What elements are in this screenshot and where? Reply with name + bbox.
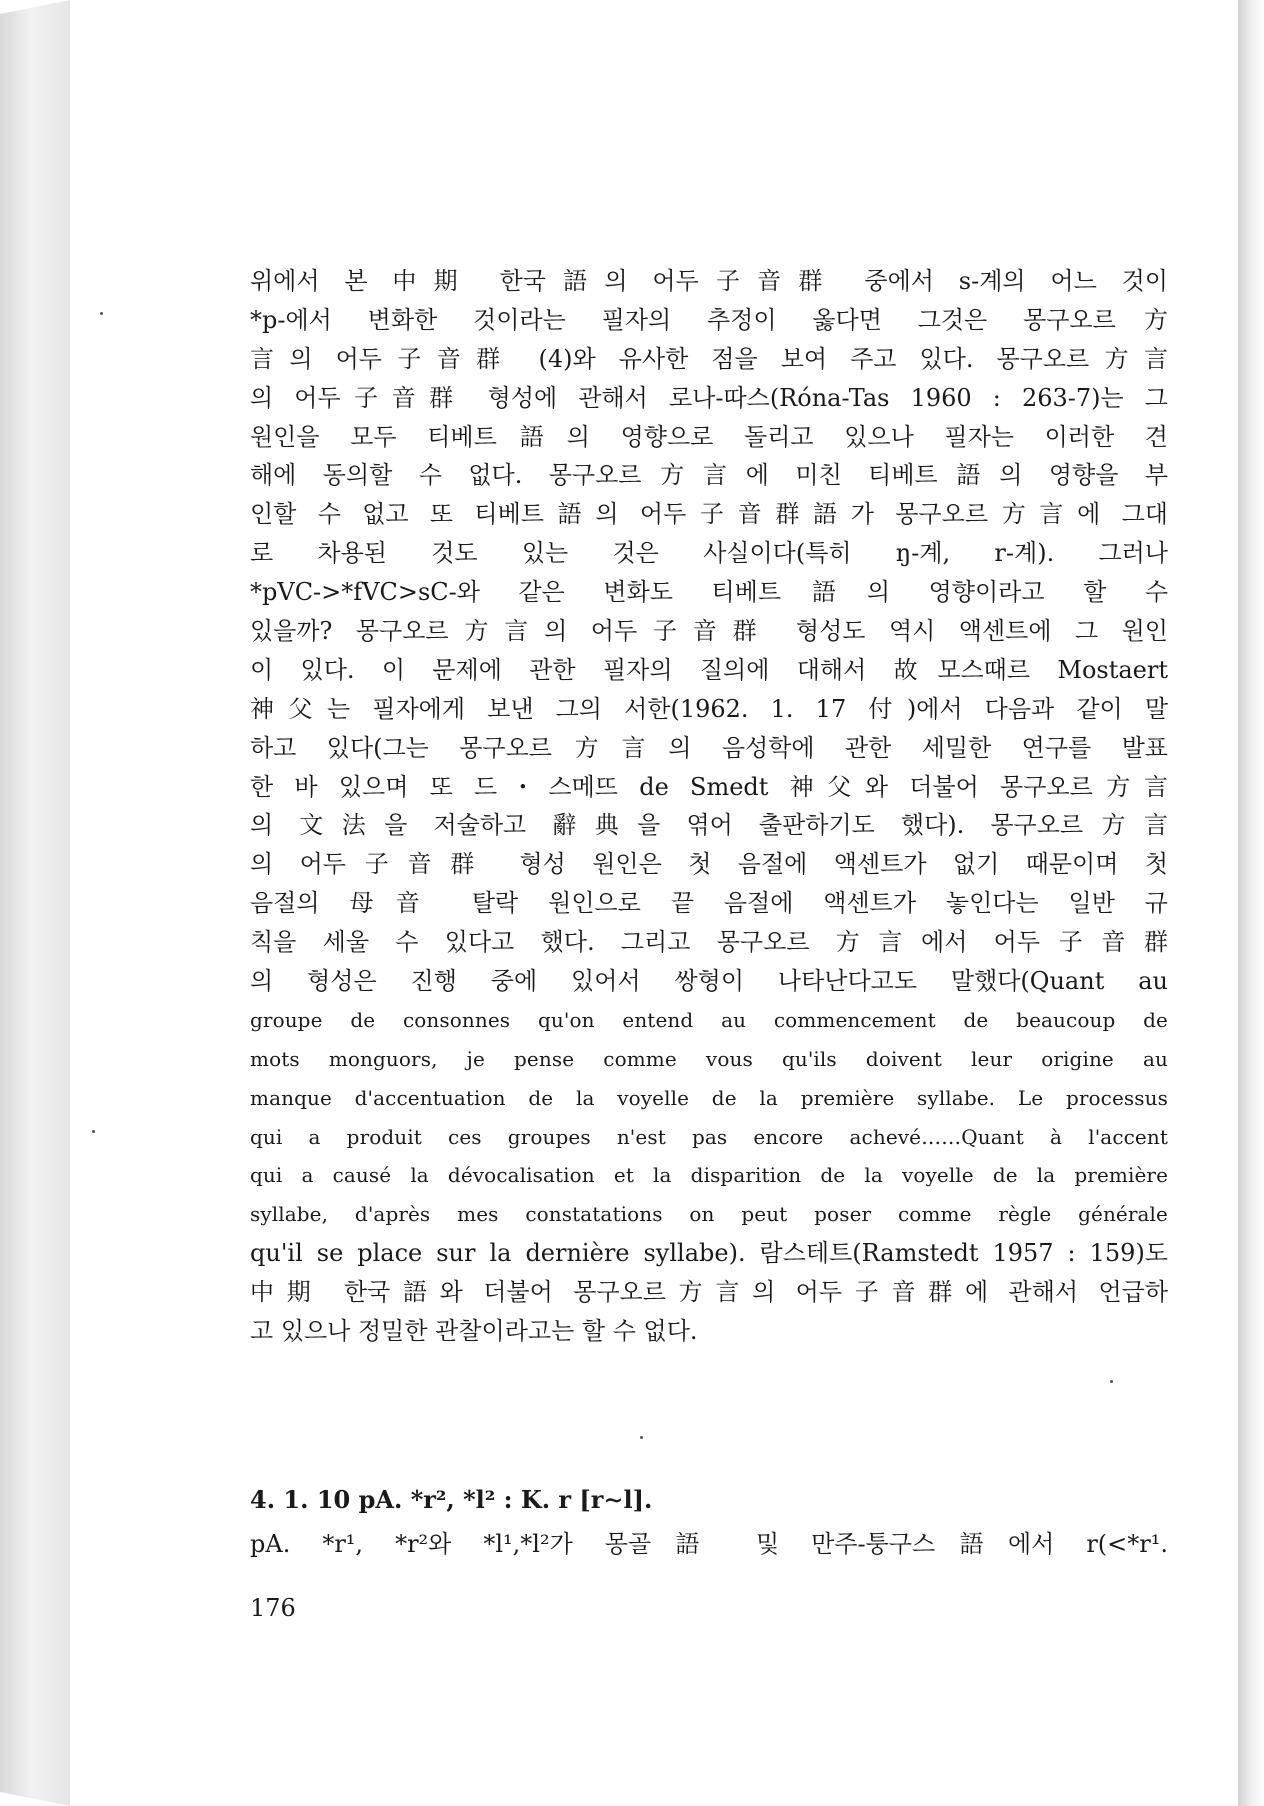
paragraph-line: 한 바 있으며 또 드・스메뜨 de Smedt 神父와 더불어 몽구오르方言 bbox=[250, 772, 1168, 801]
paragraph-line: 이 있다. 이 문제에 관한 필자의 질의에 대해서 故모스때르 Mostaert bbox=[250, 655, 1168, 684]
paragraph-line: 인할 수 없고 또 티베트語의 어두子音群語가 몽구오르方言에 그대 bbox=[250, 500, 1168, 529]
scan-speck bbox=[1110, 1380, 1113, 1383]
main-paragraph bbox=[250, 262, 1168, 1351]
paragraph-line-french: manque d'accentuation de la voyelle de la première syllabe. Le processus bbox=[250, 1085, 1168, 1110]
section-first-line: pA. *r¹, *r²와 *l¹,*l²가 몽골語 및 만주-퉁구스語에서 r(<*r¹. bbox=[250, 1530, 1168, 1558]
paragraph-line: 원인을 모두 티베트語의 영향으로 돌리고 있으나 필자는 이러한 견 bbox=[250, 422, 1168, 451]
section-heading: 4. 1. 10 pA. *r², *l² : K. r [r∼l]. bbox=[250, 1485, 653, 1514]
book-page-edge bbox=[0, 0, 71, 1806]
paragraph-line: 위에서 본 中期 한국語의 어두子音群 중에서 s-계의 어느 것이 bbox=[250, 267, 1168, 295]
paragraph-line: 로 차용된 것도 있는 것은 사실이다(특히 ŋ-계, r-계). 그러나 bbox=[250, 539, 1168, 568]
paragraph-line: 음절의 母音 탈락 원인으로 끝 음절에 액센트가 놓인다는 일반 규 bbox=[250, 889, 1168, 918]
page-shadow bbox=[1238, 0, 1264, 1806]
paragraph-line-french: qui a produit ces groupes n'est pas encore achevé……Quant à l'accent bbox=[250, 1124, 1168, 1149]
paragraph-line-french: mots monguors, je pense comme vous qu'ils doivent leur origine au bbox=[250, 1046, 1168, 1071]
paragraph-line: 言의 어두子音群 (4)와 유사한 점을 보여 주고 있다. 몽구오르方言 bbox=[250, 344, 1168, 373]
paragraph-line-french: qui a causé la dévocalisation et la disparition de la voyelle de la première bbox=[250, 1163, 1168, 1188]
paragraph-line: 칙을 세울 수 있다고 했다. 그리고 몽구오르 方言에서 어두子音群 bbox=[250, 928, 1168, 957]
page-number: 176 bbox=[250, 1594, 296, 1622]
paragraph-line-french: groupe de consonnes qu'on entend au commencement de beaucoup de bbox=[250, 1007, 1168, 1032]
paragraph-line: 해에 동의할 수 없다. 몽구오르方言에 미친 티베트語의 영향을 부 bbox=[250, 461, 1168, 490]
paragraph-line-french: syllabe, d'après mes constatations on peut poser comme règle générale bbox=[250, 1202, 1168, 1227]
paragraph-line: qu'il se place sur la dernière syllabe). 람스테트(Ramstedt 1957 : 159)도 bbox=[250, 1239, 1168, 1268]
scan-speck bbox=[100, 312, 103, 315]
paragraph-line: 하고 있다(그는 몽구오르方言의 음성학에 관한 세밀한 연구를 발표 bbox=[250, 733, 1168, 762]
paragraph-line: 中期 한국語와 더불어 몽구오르方言의 어두子音群에 관해서 언급하 bbox=[250, 1278, 1168, 1307]
paragraph-line: *p-에서 변화한 것이라는 필자의 추정이 옳다면 그것은 몽구오르方 bbox=[250, 305, 1168, 334]
paragraph-line: 神父는 필자에게 보낸 그의 서한(1962. 1. 17 付)에서 다음과 같이 말 bbox=[250, 694, 1168, 723]
paragraph-line-last: 고 있으나 정밀한 관찰이라고는 할 수 없다. bbox=[250, 1317, 698, 1346]
paragraph-line: 의 형성은 진행 중에 있어서 쌍형이 나타난다고도 말했다(Quant au bbox=[250, 967, 1168, 996]
paragraph-line: 의 어두子音群 형성 원인은 첫 음절에 액센트가 없기 때문이며 첫 bbox=[250, 850, 1168, 879]
paragraph-line: 의 어두子音群 형성에 관해서 로나-따스(Róna-Tas 1960 : 263-7)는 그 bbox=[250, 383, 1168, 412]
scan-speck bbox=[92, 1130, 95, 1133]
paragraph-line: 의 文法을 저술하고 辭典을 엮어 출판하기도 했다). 몽구오르方言 bbox=[250, 811, 1168, 840]
paragraph-line: 있을까? 몽구오르方言의 어두子音群 형성도 역시 액센트에 그 원인 bbox=[250, 617, 1168, 646]
scan-speck bbox=[640, 1436, 643, 1439]
book-page bbox=[70, 0, 1238, 1806]
paragraph-line: *pVC->*fVC>sC-와 같은 변화도 티베트語의 영향이라고 할 수 bbox=[250, 578, 1168, 607]
